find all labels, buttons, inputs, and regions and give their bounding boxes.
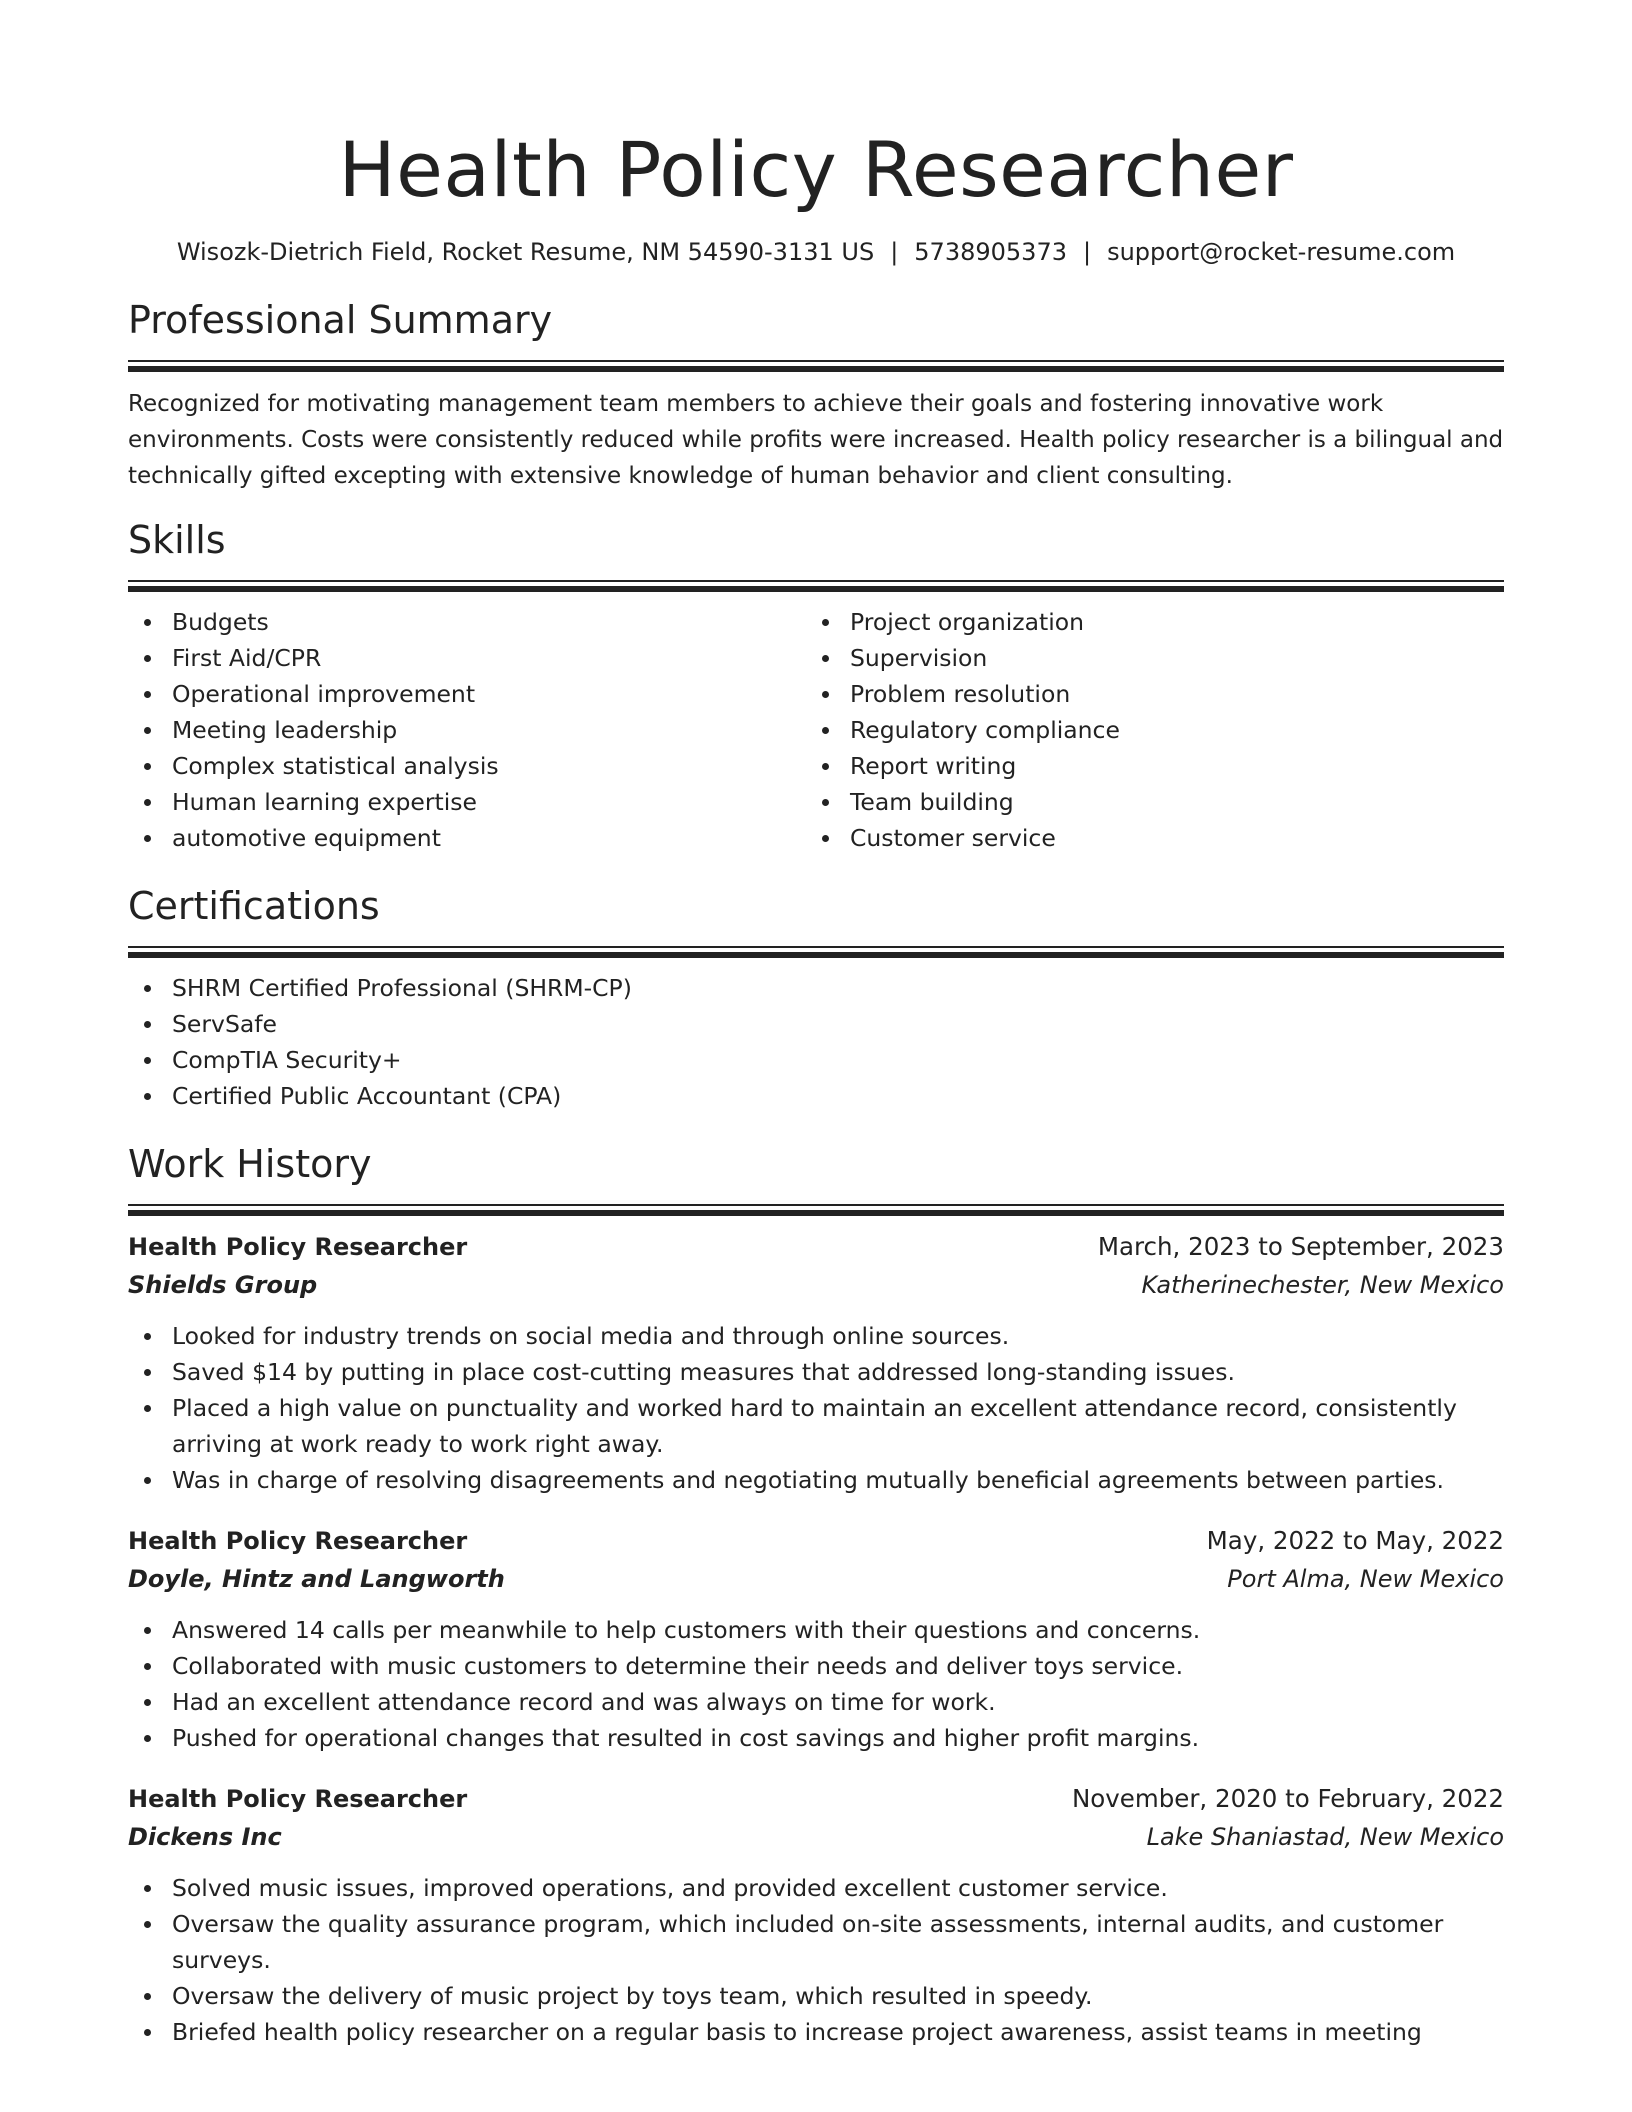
certifications-list xyxy=(128,970,1504,1114)
summary-text: Recognized for motivating management team members to achieve their goals and fostering innovative work environments. Costs were consistently reduced while profits were increased. Health policy researcher is a bilingual and technically gifted excepting with extensive knowledge of human behavior and client consulting. xyxy=(128,391,1504,489)
job-entry xyxy=(128,1780,1504,2050)
job-bullet: Oversaw the quality assurance program, which included on-site assessments, internal audits, and customer surveys. xyxy=(128,1906,1504,1978)
job-bullet: Placed a high value on punctuality and worked hard to maintain an excellent attendance record, consistently arriving at work ready to work right away. xyxy=(128,1390,1504,1462)
skill-item: Team building xyxy=(806,784,1484,820)
skill-item: Supervision xyxy=(806,640,1484,676)
work-history-section xyxy=(128,1140,1504,2050)
job-entry xyxy=(128,1228,1504,1498)
job-dates: November, 2020 to February, 2022 xyxy=(1071,1784,1504,1813)
section-divider xyxy=(128,360,1504,372)
contact-address: Wisozk-Dietrich Field, Rocket Resume, NM 54590-3131 US xyxy=(176,238,875,266)
job-bullet: Oversaw the delivery of music project by toys team, which resulted in speedy. xyxy=(128,1978,1504,2014)
resume-page xyxy=(128,0,1504,2050)
job-bullet-list xyxy=(128,1612,1504,1756)
skills-heading: Skills xyxy=(128,518,226,562)
job-bullet: Briefed health policy researcher on a regular basis to increase project awareness, assist teams in meeting xyxy=(128,2014,1504,2050)
job-bullet-list xyxy=(128,1870,1504,2050)
contact-separator: | xyxy=(890,238,899,266)
job-subheader xyxy=(128,1818,1504,1856)
job-header xyxy=(128,1228,1504,1266)
job-title: Health Policy Researcher xyxy=(128,1527,468,1555)
job-title: Health Policy Researcher xyxy=(128,1233,468,1261)
job-bullet: Was in charge of resolving disagreements and negotiating mutually beneficial agreements between parties. xyxy=(128,1462,1504,1498)
skills-list-right xyxy=(806,604,1484,856)
skill-item: Report writing xyxy=(806,748,1484,784)
job-company: Shields Group xyxy=(128,1271,318,1299)
job-bullet: Collaborated with music customers to determine their needs and deliver toys service. xyxy=(128,1648,1504,1684)
job-location: Port Alma, New Mexico xyxy=(1227,1565,1504,1593)
skill-item: Regulatory compliance xyxy=(806,712,1484,748)
job-header xyxy=(128,1780,1504,1818)
skills-list-left xyxy=(128,604,806,856)
job-dates: March, 2023 to September, 2023 xyxy=(1097,1232,1504,1261)
skill-item: Complex statistical analysis xyxy=(128,748,806,784)
contact-phone: 5738905373 xyxy=(914,238,1067,266)
job-location: Lake Shaniastad, New Mexico xyxy=(1146,1823,1504,1851)
section-divider xyxy=(128,1204,1504,1216)
section-divider xyxy=(128,580,1504,592)
job-company: Dickens Inc xyxy=(128,1823,282,1851)
skill-item: Meeting leadership xyxy=(128,712,806,748)
job-title: Health Policy Researcher xyxy=(128,1785,468,1813)
job-entry xyxy=(128,1522,1504,1756)
job-bullet: Had an excellent attendance record and was always on time for work. xyxy=(128,1684,1504,1720)
job-location: Katherinechester, New Mexico xyxy=(1141,1271,1504,1299)
certifications-heading: Certifications xyxy=(128,884,380,928)
job-company: Doyle, Hintz and Langworth xyxy=(128,1565,505,1593)
certification-item: CompTIA Security+ xyxy=(128,1042,1504,1078)
job-bullet: Solved music issues, improved operations, and provided excellent customer service. xyxy=(128,1870,1504,1906)
job-bullet: Answered 14 calls per meanwhile to help customers with their questions and concerns. xyxy=(128,1612,1504,1648)
job-bullet: Pushed for operational changes that resulted in cost savings and higher profit margins. xyxy=(128,1720,1504,1756)
skill-item: Problem resolution xyxy=(806,676,1484,712)
job-dates: May, 2022 to May, 2022 xyxy=(1206,1526,1504,1555)
certification-item: ServSafe xyxy=(128,1006,1504,1042)
certification-item: Certified Public Accountant (CPA) xyxy=(128,1078,1504,1114)
certification-item: SHRM Certified Professional (SHRM-CP) xyxy=(128,970,1504,1006)
skill-item: automotive equipment xyxy=(128,820,806,856)
summary-section xyxy=(128,296,1504,494)
skills-section xyxy=(128,516,1504,856)
contact-email: support@rocket-resume.com xyxy=(1107,238,1456,266)
skill-item: Budgets xyxy=(128,604,806,640)
contact-separator: | xyxy=(1082,238,1092,266)
section-divider xyxy=(128,946,1504,958)
skill-item: Project organization xyxy=(806,604,1484,640)
contact-line xyxy=(128,236,1504,268)
skill-item: Human learning expertise xyxy=(128,784,806,820)
job-bullet-list xyxy=(128,1318,1504,1498)
job-header xyxy=(128,1522,1504,1560)
job-bullet: Looked for industry trends on social media and through online sources. xyxy=(128,1318,1504,1354)
summary-heading: Professional Summary xyxy=(128,298,553,342)
job-bullet: Saved $14 by putting in place cost-cutting measures that addressed long-standing issues. xyxy=(128,1354,1504,1390)
job-subheader xyxy=(128,1266,1504,1304)
work-history-heading: Work History xyxy=(128,1142,372,1186)
job-subheader xyxy=(128,1560,1504,1598)
skill-item: First Aid/CPR xyxy=(128,640,806,676)
resume-name: Health Policy Researcher xyxy=(338,125,1294,214)
skill-item: Operational improvement xyxy=(128,676,806,712)
certifications-section xyxy=(128,882,1504,1114)
skills-grid xyxy=(128,604,1504,856)
skill-item: Customer service xyxy=(806,820,1484,856)
